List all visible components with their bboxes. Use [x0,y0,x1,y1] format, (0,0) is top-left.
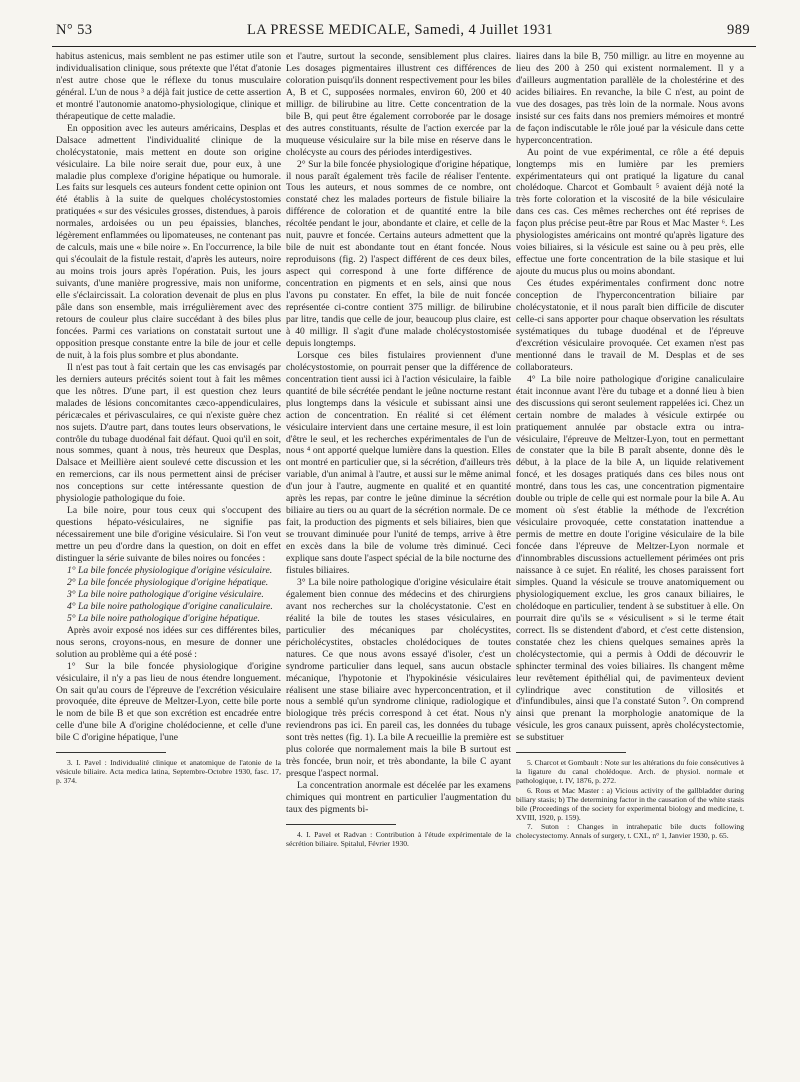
list-item: 1° La bile foncée physiologique d'origine vésiculaire. [67,564,273,576]
paragraph: Ces études expérimentales confirment donc notre conception de l'hyperconcentration biliaire par cholécystatonie, et il nous paraît bien difficile de discuter celle-ci sans apporter pour chaque observation les résultats systématiques du tubage duodénal et de l'épreuve d'excrétion vésiculaire provoquée. Cet examen n'est pas mentionné dans le travail de M. Desplas et de ses collaborateurs. [516,278,744,373]
paragraph: et l'autre, surtout la seconde, sensiblement plus claires. Les dosages pigmentaires illustrent ces différences de coloration puisqu'ils donnent respectivement pour les biles A, B et C, supposées normales, environ 60, 200 et 40 milligr. de bilirubine au litre. Cette concentration de la bile B, qui peut être également corroborée par le dosage des autres constituants, résulte de l'action exercée par la muqueuse vésiculaire sur la bile mise en réserve dans le cholécyste au cours des périodes interdigestives. [286,51,512,158]
paragraph: La bile noire, pour tous ceux qui s'occupent des questions hépato-vésiculaires, ne signifie pas nécessairement une bile d'origine vésiculaire. Si l'on veut mettre un peu d'ordre dans la question, on doit en effet distinguer la série suivante de biles noires ou foncées : [56,505,281,565]
footnote: 3. I. Pavel : Individualité clinique et anatomique de l'atonie de la vésicule biliaire. Acta medica latina, Septembre-Octobre 1930, fasc. 17, p. 374. [56,758,281,786]
footnote-rule [286,824,396,825]
footnote-rule [516,752,626,753]
paragraph: Lorsque ces biles fistulaires proviennent d'une cholécystostomie, on pourrait penser que la différence de concentration tient aussi ici à l'action vésiculaire, la faible quantité de bile sécrétée pendant le jeûne nocturne restant plus longtemps dans la vésicule et subissant ainsi une action de concentration. En réalité si cet élément vésiculaire intervient dans une certaine mesure, il est loin d'être le seul, et les recherches expérimentales de l'un de nous ⁴ ont apporté quelque lumière dans la question. Elles ont montré en particulier que, si la sécrétion, d'ailleurs très variable, d'un animal à l'autre, et aussi sur le même animal d'un jour à l'autre, augmente en qualité et en quantité après les repas, par contre le jeûne diminue la sécrétion biliaire au tiers ou au quart de la sécrétion normale. De ce fait, la production des pigments et sels biliaires, bien que se trouvant diminuée pour l'unité de temps, arrive à être en excès dans la bile de volume très diminué. Ceci explique sans doute l'aspect spécial de la bile nocturne des fistules biliaires. [286,349,511,576]
paragraph: Après avoir exposé nos idées sur ces différentes biles, nous serons, croyons-nous, en mesure de donner une solution au problème qui a été posé : [56,624,281,660]
issue-number: N° 53 [56,22,93,38]
column-1 [56,51,281,786]
column-3 [516,51,744,840]
paragraph: La concentration anormale est décelée par les examens chimiques qui montrent en particulier l'augmentation du taux des pigments bi- [286,780,511,816]
footnote-rule [56,752,166,753]
list-item: 5° La bile noire pathologique d'origine hépatique. [67,612,260,624]
footnote: 4. I. Pavel et Radvan : Contribution à l'étude expérimentale de la sécrétion biliaire. Spitalul, Février 1930. [286,830,511,849]
paragraph: 2° Sur la bile foncée physiologique d'origine hépatique, il nous paraît également très facile de réaliser l'entente. Tous les auteurs, et nous sommes de ce nombre, ont constaté chez les malades porteurs de fistule biliaire la différence de coloration et de quantité entre la bile récoltée pendant le jour, abondante et claire, et celle de la nuit, pauvre et foncée. Certains auteurs admettent que la bile de nuit est abondante tout en étant foncée. Nous reproduisons (fig. 2) l'aspect différent de ces deux biles, aspect qui correspond à une forte différence de concentration en pigments et en sels, ainsi que nous l'avons pu constater. En effet, la bile de nuit foncée représentée ci-contre contient 375 milligr. de bilirubine par litre, tandis que celle de jour, beaucoup plus claire, est à 40 milligr. Il s'agit d'une malade cholécystostomisée depuis longtemps. [286,158,511,349]
page-header [52,20,756,47]
paragraph: liaires dans la bile B, 750 milligr. au litre en moyenne au lieu des 200 à 250 qui existent normalement. Il y a d'ailleurs augmentation parallèle de la cholestérine et des acides biliaires. En revanche, la bile C n'est, au point de vue des dosages, pas très loin de la normale. Nous avons insisté sur ces faits dans nos premiers mémoires et montré de façon indiscutable le rôle joué par la vésicule dans cette hyperconcentration. [516,51,744,146]
paragraph: Il n'est pas tout à fait certain que les cas envisagés par les derniers auteurs précités soient tout à fait les mêmes que les nôtres. D'une part, il est question chez leurs malades de lésions concomitantes cæco-appendiculaires, péricæcales et périvasculaires, ce qui n'existe guère chez nos sujets. D'autre part, dans toutes leurs observations, le contrôle du tubage duodénal fait défaut. Quoi qu'il en soit, nous sommes, quant à nous, très heureux que Desplas, Dalsace et Meillière aient soulevé cette discussion et les en remercions, car ils nous permettent ainsi de préciser nos conceptions sur cette intéressante question de physiologie pathologique du foie. [56,361,281,505]
paragraph: habitus astenicus, mais semblent ne pas estimer utile son individualisation clinique, sous prétexte que l'état d'atonie n'est autre chose que le réflexe du tonus musculaire général. L'un de nous ³ a déjà fait justice de cette assertion et montré l'autonomie anatomo-physiologique, clinique et thérapeutique de cette maladie. [56,51,281,122]
list-item: 2° La bile foncée physiologique d'origine hépatique. [67,576,269,588]
journal-title: LA PRESSE MEDICALE, Samedi, 4 Juillet 1931 [247,22,553,38]
list-item: 4° La bile noire pathologique d'origine canaliculaire. [67,600,273,612]
paragraph: 1° Sur la bile foncée physiologique d'origine vésiculaire, il n'y a pas lieu de nous étendre longuement. On sait qu'au cours de l'épreuve de l'excrétion vésiculaire provoquée, dite épreuve de Meltzer-Lyon, cette bile porte le nom de bile B et que son excrétion est encadrée entre celle d'une bile A d'origine cholédocienne, et celle d'une bile C d'origine hépatique, l'une [56,660,281,744]
page-number: 989 [727,22,750,38]
footnote: 7. Suton : Changes in intrahepatic bile ducts following cholecystectomy. Annals of surgery, t. CXL, n° 1, Janvier 1930, p. 65. [516,821,744,841]
paragraph: En opposition avec les auteurs américains, Desplas et Dalsace admettent l'individualité clinique de la cholécystatonie, mais mettent en doute son origine vésiculaire. La bile noire serait due, pour eux, à une maladie plus complexe d'origine hépatique ou humorale. Les faits sur lesquels ces auteurs fondent cette opinion ont été établis à la suite de quelques cholécystostomies pratiquées « sur des vésicules grosses, distendues, à parois normales, ardoisées ou un peu épaissies, blanches, légèrement enflammées ou lipomateuses, ne contenant pas de calculs, mais une « bile noire ». En l'occurrence, la bile qui s'écoulait de la fistule restait, d'après les auteurs, noire au moins trois jours après l'opération. Puis, les jours suivants, d'une manière progressive, mais non uniforme, elle s'éclaircissait. La coloration devenait de plus en plus pâle dans son ensemble, mais irrégulièrement avec des retours de couleur plus claire succédant à des biles plus foncées. Parmi ces variations on constatait surtout une opposition presque constante entre la bile de jour et celle de nuit, à la fois plus sombre et plus abondante. [56,122,281,361]
paragraph: 3° La bile noire pathologique d'origine vésiculaire était également bien connue des médecins et des chirurgiens avant nos recherches sur la cholécystatonie. C'est en réalité la bile de toutes les stases vésiculaires, en particulier des mécaniques par cholécystites, péricholécystites, obstacles cholédociques de toutes natures. Ce que nous avons essayé d'isoler, c'est un syndrome particulier dans lequel, sans aucun obstacle mécanique, l'hypotonie et l'hypokinésie vésiculaires réalisent une stase biliaire avec hyperconcentration, et il nous a semblé qu'un syndrome clinique, radiologique et biologique très précis correspond à cet état. Nous n'y reviendrons pas ici. En pareil cas, les données du tubage sont très nettes (fig. 1). La bile A recueillie la première est plus colorée que normalement mais la bile B surtout est très foncée, brun noir, et très abondante, la bile C ayant presque l'aspect normal. [286,576,511,780]
column-2 [286,51,511,848]
paragraph: Au point de vue expérimental, ce rôle a été depuis longtemps mis en lumière par les premiers expérimentateurs qui ont pratiqué la ligature du canal cholédoque. Charcot et Gombault ⁵ avaient déjà noté la très forte coloration et la viscosité de la bile vésiculaire dans ces cas. Ces mêmes recherches ont été reprises de façon plus précise peut-être par Rous et Mac Master ⁶. Les physiologistes américains ont montré qu'après ligature des voies biliaires, si la vésicule est saine ou à peu près, elle effectue une forte concentration de la bile stasique et lui ajoute du mucus plus ou moins abondant. [516,146,744,278]
paragraph: 4° La bile noire pathologique d'origine canaliculaire était inconnue avant l'ère du tubage et a donné lieu à bien des discussions qui seront seulement rappelées ici. Chez un certain nombre de malades à vésicule extirpée ou pratiquement annulée par obstacle extra ou intra-vésiculaire, l'épreuve de Meltzer-Lyon, tout en permettant de constater que la bile B paraît absente, donne dès le début, à la place de la bile A, un liquide relativement foncé, et les dosages pratiqués dans ces biles nous ont montré, dans tous les cas, une concentration pigmentaire double ou triple de celle qui est normale pour la bile A. Au moment où s'est établie la méthode de l'excrétion vésiculaire provoquée, cette constatation inattendue a permis de mettre en doute l'origine vésiculaire de la bile foncée dans l'épreuve de Meltzer-Lyon normale et d'innombrables discussions actuellement périmées ont pris naissance à ce sujet. En réalité, les choses paraissent fort simples. Quand la vésicule se trouve anatomiquement ou physiologiquement exclue, les gros canaux biliaires, le cholédoque en particulier, tendent à se substituer à elle. On pourrait dire qu'ils se « vésiculisent » si le terme était correct. Ils se distendent d'abord, et c'est cette distension, constatée chez les chiens quelques semaines après la cholécystectomie, qui a permis à Oddi de découvrir le sphincter terminal des voies biliaires. Ils changent même leur revêtement épithélial qui, de pavimenteux devient cylindrique avec constitution de villosités et d'infundibules, ainsi que l'a constaté Suton ⁷. On comprend ainsi que prenant la morphologie anatomique de la vésicule, les gros canaux puissent, après cholécystectomie, se substituer [516,373,744,744]
footnote: 6. Rous et Mac Master : a) Vicious activity of the gallbladder during biliary stasis; b) The determining factor in the causation of the white stasis bile (Proceedings of the society for experimental biology and medicine, t. XVIII, 1920, p. 159). [516,785,744,822]
list-item: 3° La bile noire pathologique d'origine vésiculaire. [67,588,264,600]
footnote: 5. Charcot et Gombault : Note sur les altérations du foie consécutives à la ligature du canal cholédoque. Arch. de physiol. normale et pathologique, t. IV, 1876, p. 272. [516,758,744,786]
